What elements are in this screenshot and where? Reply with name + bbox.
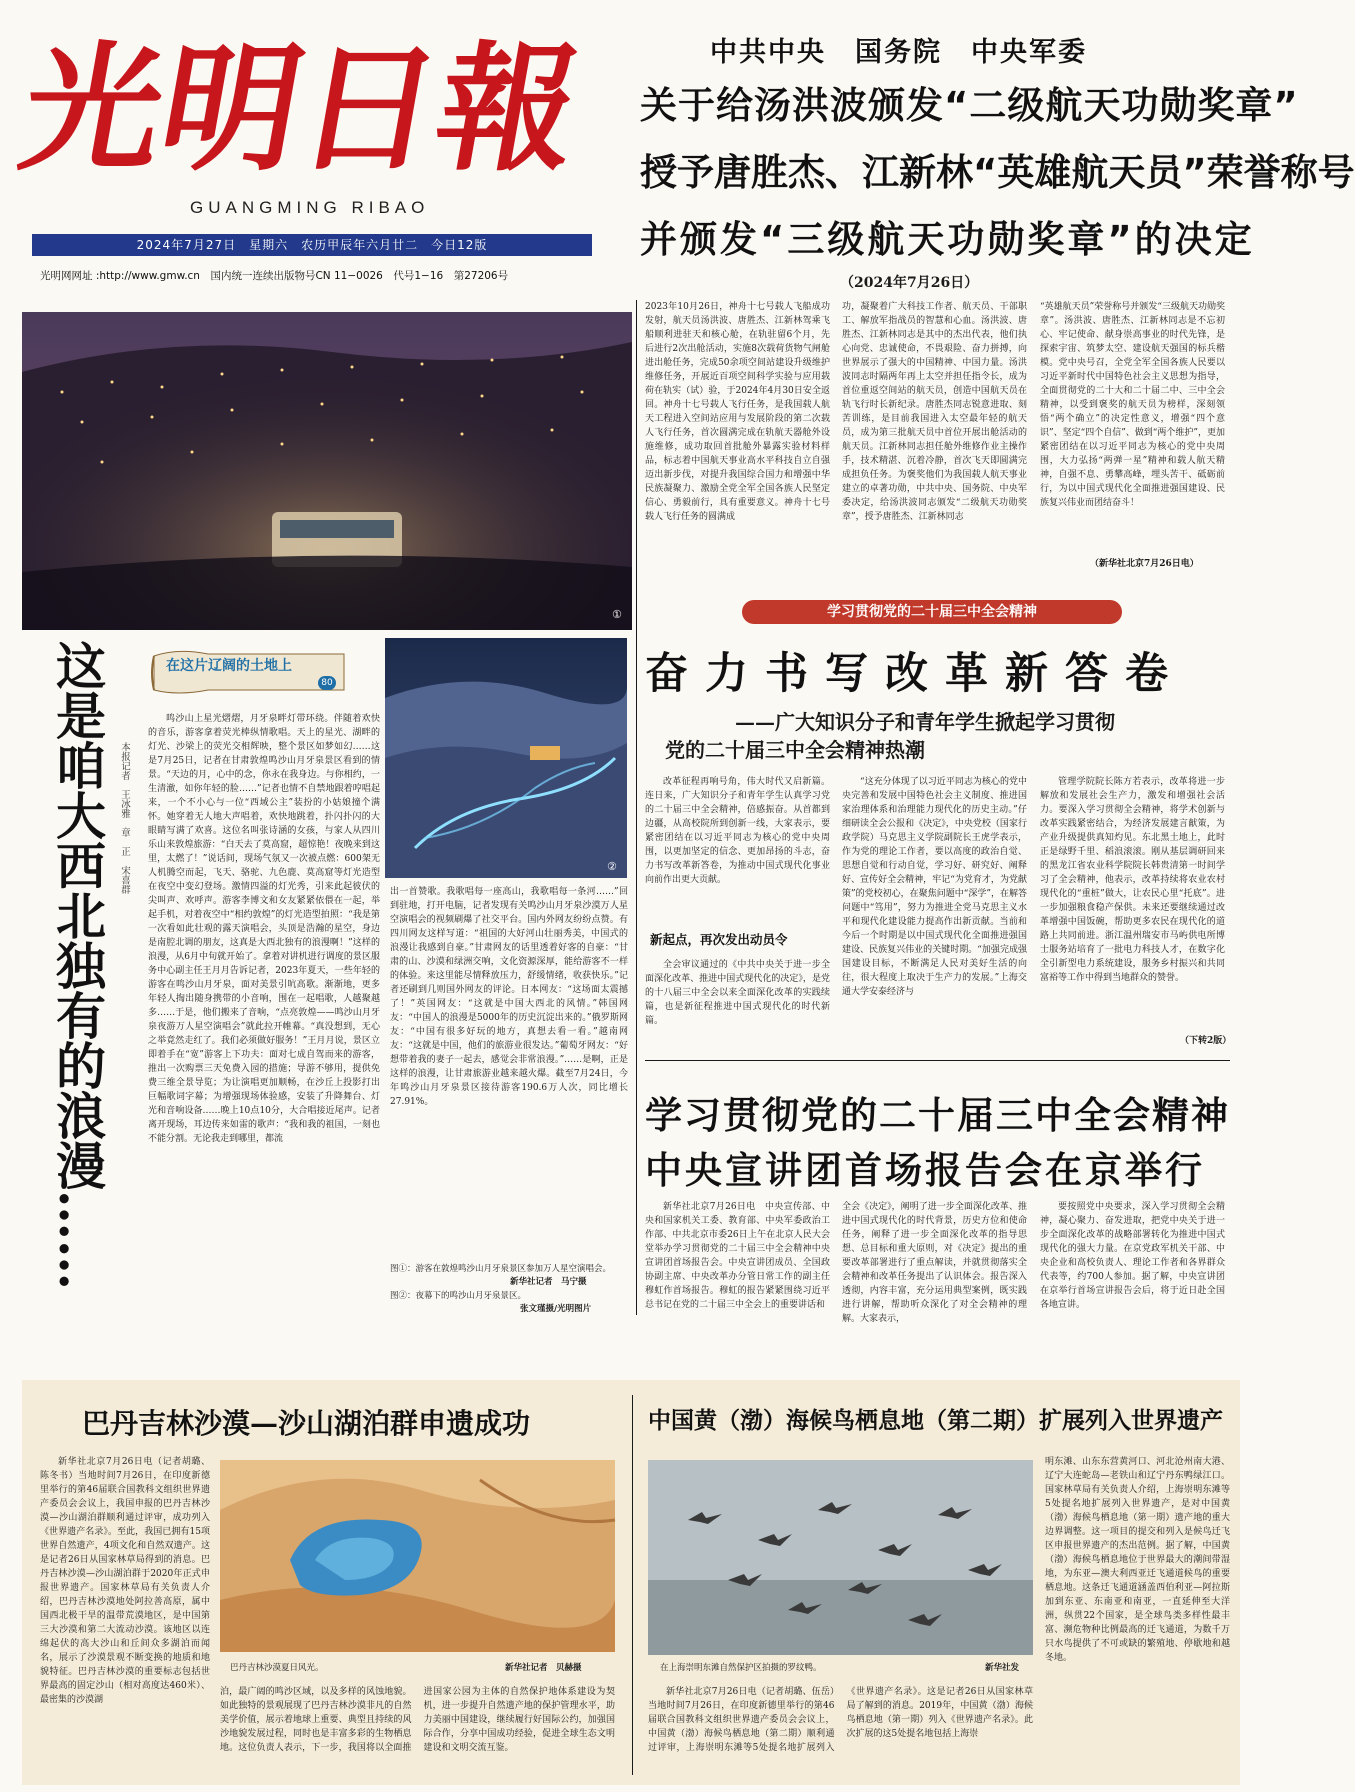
badain-title: 巴丹吉林沙漠—沙山湖泊群申遗成功 [82, 1407, 531, 1440]
head-col-3: “英雄航天员”荣誉称号并颁发“三级航天功勋奖章”。汤洪波、唐胜杰、江新林同志是不忘初心、牢记使命、献身崇高事业的时代先锋，是探索宇宙、筑梦太空、建设航天强国的标兵楷模。党中央号召，全党全军全国各族人民要以习近平新时代中国特色社会主义思想为指导，全面贯彻党的二十大和二十届二中、三中全会精神，以受到褒奖的航天员为榜样，深刻领悟“两个确立”的决定性意义，增强“四个意识”、坚定“四个自信”、做到“两个维护”，更加紧密团结在以习近平同志为核心的党中央周围，大力弘扬“两弹一星”精神和载人航天精神，自强不息、勇攀高峰，埋头苦干、砥砺前行，为以中国式现代化全面推进强国建设、民族复兴伟业而团结奋斗！ [1040, 302, 1226, 508]
head-col-1: 2023年10月26日，神舟十七号载人飞船成功发射，航天员汤洪波、唐胜杰、江新林驾乘飞船顺利进驻天和核心舱，在轨驻留6个月，先后进行2次出舱活动，实施8次载荷货物气闸舱进出舱任务，完成50余项空间站建设升级维护维修任务，开展近百项空间科学实验与应用载荷在轨实（试）验，于2024年4月30日安全返回。神舟十七号载人飞行任务，是我国载人航天工程进入空间站应用与发展阶段的第二次载人飞行任务，首次圆满完成在轨航天器舱外设施维修，成功取回首批舱外暴露实验材料样品，标志着中国航天事业高水平科技自立自强迈出新步伐，对提升我国综合国力和增强中华民族凝聚力、激励全党全军全国各族人民坚定信心、勇毅前行，具有重要意义。神舟十七号载人飞行任务的圆满成 [645, 302, 830, 522]
crescent-lake-night-image [385, 638, 627, 878]
logo-calligraphy [10, 22, 600, 190]
desert-lake-image [220, 1460, 615, 1652]
series-banner-text: 在这片辽阔的土地上 [166, 658, 292, 674]
bird-title: 中国黄（渤）海候鸟栖息地（第二期）扩展列入世界遗产 [648, 1407, 1223, 1434]
badain-text-bottom: 泊，最广阔的鸣沙区域，以及多样的风蚀地貌。如此独特的景观展现了巴丹吉林沙漠非凡的自然美学价值，展示着地球上重要、典型且持续的风沙地貌发展过程，同时也是丰富多彩的生物栖息地。这位负责人表示，下一步，我国将以全面推进国家公园为主体的自然保护地体系建设为契机，进一步提升自然遗产地的保护管理水平，助力美丽中国建设，继续履行好国际公约，加强国际合作，分享中国成功经验，促进全球生态文明建设和文明交流互鉴。 [220, 1687, 615, 1753]
bird-caption: 在上海崇明东滩自然保护区拍摄的罗纹鸭。 [660, 1663, 822, 1673]
reform-subtitle-line-2: 党的二十届三中全会精神热潮 [665, 738, 925, 762]
lecture-title-line-1: 学习贯彻党的二十届三中全会精神 [645, 1093, 1230, 1137]
photo2-marker: ② [607, 860, 617, 873]
masthead-logo [10, 22, 600, 190]
masthead-pinyin: GUANGMING RIBAO [190, 198, 430, 217]
logo-text: 光明日報 [10, 27, 592, 190]
badain-caption: 巴丹吉林沙漠夏日风光。 [230, 1663, 324, 1673]
feature-vertical-title: 这是咱大西北独有的浪漫…… [48, 640, 107, 1290]
reform-continue: （下转2版） [1180, 1036, 1232, 1046]
feature-credit-2: 张文瑾摄/光明图片 [520, 1304, 592, 1314]
bottom-divider [632, 1395, 633, 1775]
feature-credit-1: 新华社记者 马宁摄 [510, 1277, 587, 1287]
head-issuers: 中共中央 国务院 中央军委 [710, 37, 1087, 68]
feature-caption-1: 图①：游客在敦煌鸣沙山月牙泉景区参加万人星空演唱会。 [390, 1264, 612, 1274]
photo-birds [648, 1460, 1033, 1655]
column-divider [636, 300, 637, 1315]
feature-caption-2: 图②：夜幕下的鸣沙山月牙泉景区。 [390, 1291, 527, 1301]
reform-section-head: 新起点，再次发出动员令 [650, 932, 788, 947]
photo-concert [22, 312, 632, 630]
reform-col-1: 改革征程再响号角，伟大时代又启新篇。连日来，广大知识分子和青年学生认真学习党的二十届三中全会精神，倍感振奋。从首都到边疆，从高校院所到创新一线，大家表示，要紧密团结在以习近平同志为核心的党中央周围，以更加坚定的信念、更加昂扬的斗志，奋力书写改革新答卷，为推动中国式现代化事业向前作出更大贡献。 [645, 777, 830, 885]
bird-credit: 新华社发 [985, 1663, 1020, 1673]
concert-night-image [22, 312, 632, 630]
photo-crescent-lake [385, 638, 627, 878]
lecture-col-2: 全会《决定》，阐明了进一步全面深化改革、推进中国式现代化的时代背景，历史方位和使命任务，阐释了进一步全面深化改革的指导思想、总目标和重大原则，对《决定》提出的重要改革部署进行了重点解读，并就贯彻落实全会精神和改革任务提出了认识体会。报告深入透彻，内容丰富，充分运用典型案例，既实践进行讲解，帮助听众深化了对全会精神的理解。大家表示， [842, 1202, 1027, 1324]
reform-col-3: 管理学院院长陈方若表示，改革将进一步解放和发展社会生产力，激发和增强社会活力。要深入学习贯彻全会精神，将学术创新与改革实践紧密结合，为经济发展建言献策，为产业升级提供真知灼见。东北黑土地上，此时正是绿野千里、稻浪滚滚。刚从基层调研回来的黑龙江省农业科学院院长韩贵清第一时间学习了全会精神，他表示，改革持续将农业农村现代化的“重桩”做大，让农民心里“托底”。进一步加强粮食稳产保供。未来还要继续通过改革增强中国饭碗，帮助更多农民在现代化的道路上共同前进。浙江温州瑞安市马屿供电所博士服务站培育了一批电力科技人才，在数字化全引新型电力系统建设，服务乡村振兴和共同富裕等工作中得到当地群众的赞誉。 [1040, 777, 1225, 983]
reform-subtitle-line-1: ——广大知识分子和青年学生掀起学习贯彻 [735, 710, 1115, 734]
head-source: （新华社北京7月26日电） [1090, 559, 1199, 569]
lecture-title-line-2: 中央宣讲团首场报告会在京举行 [645, 1148, 1205, 1192]
reform-col-1b: 全会审议通过的《中共中央关于进一步全面深化改革、推进中国式现代化的决定》，是党的十八届三中全会以来全面深化改革的实践续篇，也是新征程推进中国式现代化的时代新篇。 [645, 960, 830, 1026]
bird-text-right: 明东滩、山东东营黄河口、河北沧州南大港、辽宁大连蛇岛—老铁山和辽宁丹东鸭绿江口。国家林草局有关负责人介绍，上海崇明东滩等5处提名地扩展列入世界遗产，是对中国黄（渤）海候鸟栖息地（第一期）遗产地的重大边界调整。这一项目的提交和列入是候鸟迁飞区申报世界遗产的杰出范例。据了解，中国黄（渤）海候鸟栖息地位于世界最大的潮间带湿地，为东亚—澳大利西亚迁飞通道候鸟的重要栖息地。这条迁飞通道涵盖西伯利亚—阿拉斯加到东亚、东南亚和南亚，一直延伸至大洋洲，纵贯22个国家，是全球鸟类多样性最丰富、濒危物种比例最高的迁飞通道，为数千万只水鸟提供了不可或缺的繁殖地、停歇地和越冬地。 [1045, 1457, 1230, 1663]
section-rule-1 [645, 1060, 1230, 1061]
head-dateline: （2024年7月26日） [840, 275, 979, 291]
bird-text-bottom: 新华社北京7月26日电（记者胡璐、伍岳）当地时间7月26日，在印度新德里举行的第46届联合国教科文组织世界遗产委员会会议上，中国黄（渤）海候鸟栖息地（第二期）顺利通过评审，上海崇明东滩等5处提名地扩展列入《世界遗产名录》。这是记者26日从国家林草局了解到的消息。2019年，中国黄（渤）海候鸟栖息地（第一期）列入《世界遗产名录》。此次扩展的这5处提名地包括上海崇 [648, 1687, 1033, 1753]
date-bar: 2024年7月27日 星期六 农历甲辰年六月廿二 今日12版 [32, 234, 592, 256]
photo1-marker: ① [612, 608, 622, 621]
feature-text-a: 鸣沙山上星光熠熠，月牙泉畔灯带环绕。伴随着欢快的音乐，游客拿着荧光棒纵情歌唱。天上的星光、湖畔的灯光、沙梁上的荧光交相辉映，整个景区如梦如幻……这是7月25日，记者在甘肃敦煌鸣沙山月牙泉景区看到的情景。“天边的月，心中的念，你永在我身边。与你相约，一生清澈，如你年轻的脸……”记者也情不自禁地跟着哼唱起来，一个不小心与一位“西域公主”装扮的小姑娘撞个满怀。她穿着无人地大声唱着，欢快地跳着，扑闪扑闪的大眼睛写满了欢喜。这位名叫张诗涵的女孩，与家人从四川乐山来敦煌旅游：“白天去了莫高窟，超惊艳！夜晚来到这里，太燃了！”说话间，现场气氛又一次被点燃：600架无人机腾空而起，飞天、骆驼、九色鹿、莫高窟等灯光造型在夜空中变幻登场。激情四溢的灯光秀，引来此起彼伏的尖叫声、欢呼声。游客李博文和女友紧紧依偎在一起，举起手机，对着夜空中“相约敦煌”的灯光造型拍照：“我是第一次看如此壮观的露天演唱会，头顶是浩瀚的星空，身边是南腔北调的朋友，这真是大西北独有的浪漫啊！”这样的浪漫，从6月中旬就开始了。拿着对讲机进行调度的景区服务中心副主任王月月告诉记者，2023年夏天，一些年轻的游客在鸣沙山月牙泉，面对美景引吭高歌。渐渐地，更多年轻人掏出随身携带的小音响，围在一起唱歌，人越聚越多……于是，他们搬来了音响，“点亮敦煌——鸣沙山月牙泉夜游万人星空演唱会”就此拉开帷幕。“真没想到，无心之举竟然走红了。我们必须做好服务！”王月月说，景区立即着手在“宽”游客上下功夫：面对七成自驾而来的游客，推出一次购票三天免费入园的措施；导游不够用，提供免费三维全景导览；为让演唱更加顺畅，在沙丘上投影打出巨幅歌词字幕；为增强现场体验感，安装了升降舞台、灯光和音响设备……晚上10点10分，大合唱接近尾声。记者离开现场，耳边传来如雷的歌声：“我和我的祖国，一刻也不能分割。无论我走到哪里，都流 [148, 714, 380, 1144]
feature-text-b: 出一首赞歌。我歌唱每一座高山，我歌唱每一条河……”回到驻地，打开电脑，记者发现有关鸣沙山月牙泉沙漠万人星空演唱会的视频刷爆了社交平台。国内外网友纷纷点赞。有四川网友这样写道：“祖国的大好河山壮丽秀美，中国式的浪漫让我感到自豪。”甘肃网友的话里透着好客的自豪：“甘肃的山、沙漠和绿洲交响，文化资源深厚，能给游客不一样的体验。来这里能尽情释放压力，舒缓情绪，收获快乐。”记者还刷到几则国外网友的评论。日本网友：“这场面太震撼了！”英国网友：“这就是中国大西北的风情。”韩国网友：“中国人的浪漫是5000年的历史沉淀出来的。”俄罗斯网友：“中国有很多好玩的地方，真想去看一看。”越南网友：“这就是中国，他们的旅游业很发达。”葡萄牙网友：“好想带着我的妻子一起去，感觉会非常浪漫。”……是啊，正是这样的浪漫，让甘肃旅游业越来越火爆。截至7月24日，今年鸣沙山月牙泉景区接待游客190.6万人次，同比增长27.91%。 [390, 887, 628, 1107]
head-headline-line-3: 并颁发“三级航天功勋奖章”的决定 [640, 218, 1255, 261]
badain-credit: 新华社记者 贝赫摄 [505, 1663, 582, 1673]
lecture-col-3: 要按照党中央要求，深入学习贯彻全会精神，凝心聚力、奋发进取，把党中央关于进一步全面深化改革的战略部署转化为推进中国式现代化的强大力量。在京党政军机关干部、中央企业和高校负责人、理论工作者和各界群众代表等，约700人参加。据了解，中央宣讲团在京举行首场宣讲报告会后，将于近日赴全国各地宣讲。 [1040, 1202, 1225, 1310]
series-banner [148, 646, 356, 702]
flying-ducks-image [648, 1460, 1033, 1655]
web-line: 光明网网址 :http://www.gmw.cn 国内统一连续出版物号CN 11−0026 代号1−16 第27206号 [40, 270, 509, 282]
series-banner-number: 80 [318, 676, 336, 690]
head-headline-line-2: 授予唐胜杰、江新林“英雄航天员”荣誉称号 [640, 151, 1355, 194]
photo-desert-lake [220, 1460, 615, 1652]
feature-byline: 本报记者 王冰雅 章 正 宋喜群 [119, 742, 130, 894]
reform-col-2: “这充分体现了以习近平同志为核心的党中央完善和发展中国特色社会主义制度、推进国家治理体系和治理能力现代化的历史主动。”仔细研读全会公报和《决定》，中央党校（国家行政学院）马克思主义学院副院长王虎学表示，作为党的理论工作者，要以高度的政治自觉、思想自觉和行动自觉，学习好、研究好、阐释好、宣传好全会精神，牢记“为党育才，为党献策”的党校初心，在聚焦问题中“深学”，在解答问题中“笃用”，努力为推进全党马克思主义水平和现代化建设能力提高作出新贡献。当前和今后一个时期是以中国式现代化全面推进强国建设、民族复兴伟业的关键时期。“加强完成强国建设目标，不断满足人民对美好生活的向往，很大程度上取决于生产力的发展。”上海交通大学安泰经济与 [842, 777, 1027, 997]
badain-text-left: 新华社北京7月26日电（记者胡璐、陈冬书）当地时间7月26日，在印度新德里举行的第46届联合国教科文组织世界遗产委员会会议上，我国申报的巴丹吉林沙漠—沙山湖泊群顺利通过评审，成功列入《世界遗产名录》。至此，我国已拥有15项世界自然遗产，4项文化和自然双遗产。这是记者26日从国家林草局得到的消息。巴丹吉林沙漠—沙山湖泊群于2020年正式申报世界遗产。国家林草局有关负责人介绍，巴丹吉林沙漠地处阿拉善高原，属中国西北极干旱的温带荒漠地区，是中国第三大沙漠和第二大流动沙漠。该地区以连绵起伏的高大沙山和丘间众多湖泊而闻名，展示了沙漠景观不断变换的地质和地貌特征。巴丹吉林沙漠的重要标志包括世界最高的固定沙山（相对高度达460米）、最密集的沙漠湖 [40, 1457, 210, 1705]
lecture-col-1: 新华社北京7月26日电 中央宣传部、中央和国家机关工委、教育部、中央军委政治工作部、中共北京市委26日上午在北京人民大会堂举办学习贯彻党的二十届三中全会精神中央宣讲团首场报告会。中央宣讲团成员、全国政协副主席、中央改革办分管日常工作的副主任穆虹作首场报告。穆虹的报告紧紧围绕习近平总书记在党的二十届三中全会上的重要讲话和 [645, 1202, 830, 1310]
reform-title: 奋力书写改革新答卷 [645, 649, 1185, 699]
head-col-2: 功，凝聚着广大科技工作者、航天员、干部职工、解放军指战员的智慧和心血。汤洪波、唐胜杰、江新林同志是其中的杰出代表，他们执心向党、忠诚使命，不畏艰险、奋力拼搏，向世界展示了强大的中国精神、中国力量。汤洪波同志时隔两年再上太空并担任指令长，成为首位重返空间站的航天员，创造中国航天员在轨飞行时长新纪录。唐胜杰同志锐意进取、刻苦训练，是目前我国进入太空最年轻的航天员，成为第三批航天员中首位开展出舱活动的航天员。江新林同志担任舱外维修作业主操作手，技术精湛、沉着冷静，首次飞天即圆满完成担负任务。为褒奖他们为我国载人航天事业建立的卓著功勋，中共中央、国务院、中央军委决定，给汤洪波同志颁发“二级航天功勋奖章”，授予唐胜杰、江新林同志 [842, 302, 1027, 522]
head-headline-line-1: 关于给汤洪波颁发“二级航天功勋奖章” [640, 84, 1299, 127]
topic-pill: 学习贯彻党的二十届三中全会精神 [742, 600, 1122, 624]
